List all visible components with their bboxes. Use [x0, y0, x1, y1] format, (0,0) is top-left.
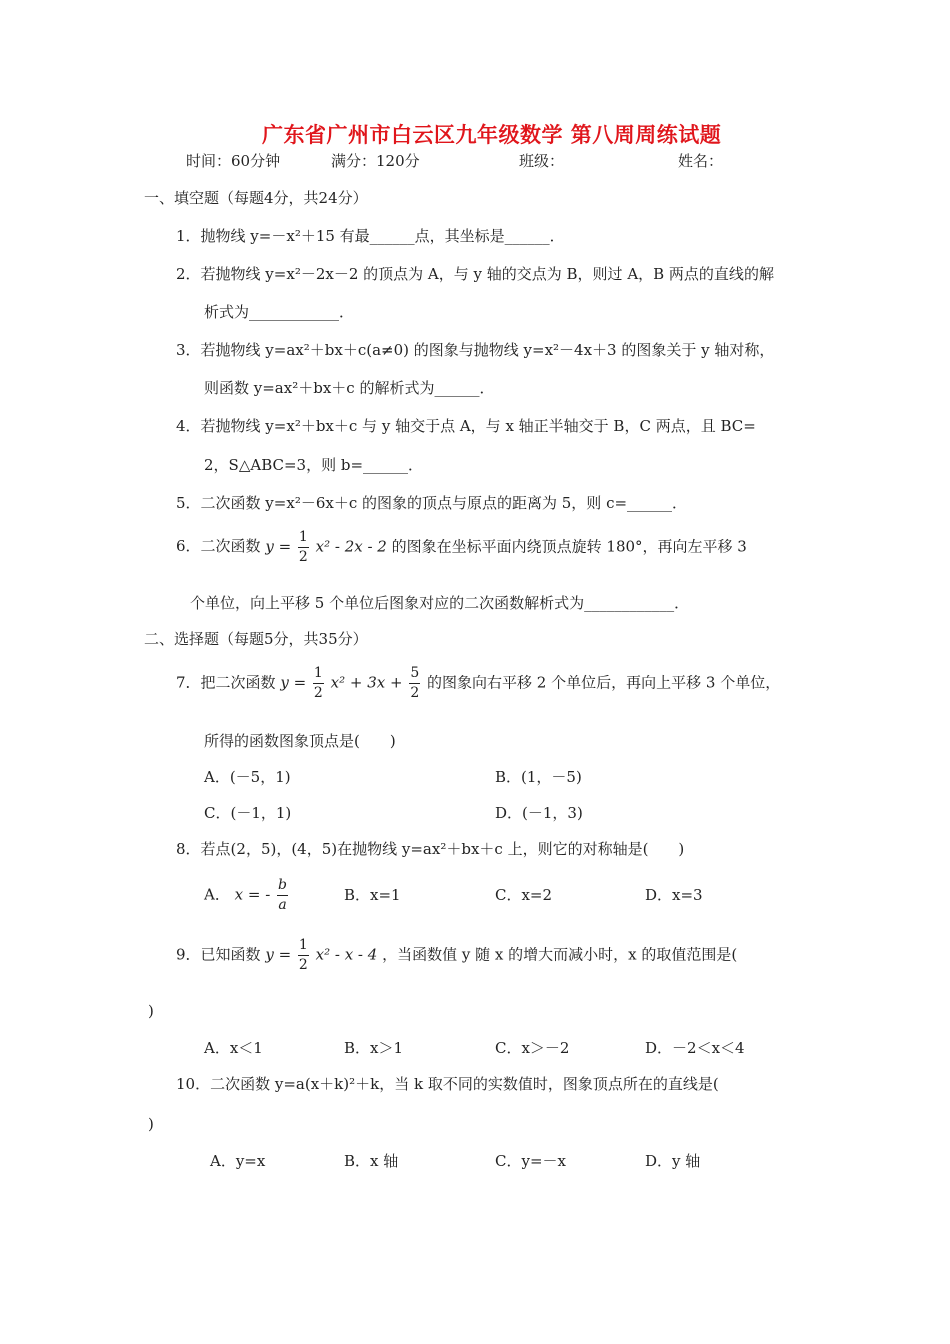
q9-option-c[interactable]: C．x＞－2	[495, 1039, 570, 1057]
question-4-line2: 2，S△ABC=3，则 b=______．	[204, 456, 424, 474]
q8-option-a-expr: x = -	[234, 885, 271, 904]
question-5: 5．二次函数 y=x²－6x＋c 的图象的顶点与原点的距离为 5，则 c=______．	[176, 494, 688, 512]
q9-y: y =	[265, 945, 292, 964]
q8-option-a[interactable]	[204, 878, 290, 912]
q9-frac-num: 1	[298, 938, 309, 956]
q8-option-b[interactable]: B．x=1	[344, 886, 401, 904]
question-9-close: )	[148, 1002, 154, 1020]
q7-suffix: 的图象向右平移 2 个单位后，再向上平移 3 个单位，	[427, 673, 781, 692]
q9-option-d[interactable]: D．－2＜x＜4	[645, 1039, 745, 1057]
q7-prefix: 7．把二次函数	[176, 673, 276, 692]
section2-heading: 二、选择题（每题5分，共35分）	[144, 630, 368, 648]
q6-expr: x² - 2x - 2	[315, 537, 387, 556]
question-10: 10．二次函数 y=a(x＋k)²＋k，当 k 取不同的实数值时，图象顶点所在的直线是(	[176, 1075, 719, 1093]
q7-mid: x² + 3x +	[330, 673, 403, 692]
question-6-line1	[176, 530, 747, 564]
q8-option-a-label: A．	[204, 885, 230, 904]
q9-option-a[interactable]: A．x＜1	[204, 1039, 263, 1057]
meta-class: 班级：	[519, 152, 565, 170]
q7-frac1-num: 1	[313, 666, 324, 684]
question-8: 8．若点(2，5)，(4，5)在抛物线 y=ax²＋bx＋c 上，则它的对称轴是( )	[176, 840, 685, 858]
question-9-line1	[176, 938, 737, 972]
q7-frac2-den: 2	[410, 684, 420, 701]
q9-prefix: 9．已知函数	[176, 945, 261, 964]
q7-frac1-den: 2	[313, 684, 323, 701]
question-1: 1．抛物线 y=－x²＋15 有最______点，其坐标是______．	[176, 227, 565, 245]
q10-option-d[interactable]: D．y 轴	[645, 1152, 701, 1170]
q10-option-a[interactable]: A．y=x	[210, 1152, 266, 1170]
q6-frac-den: 2	[298, 548, 308, 565]
q8-option-c[interactable]: C．x=2	[495, 886, 553, 904]
question-3-line2: 则函数 y=ax²＋bx＋c 的解析式为______．	[204, 379, 495, 397]
question-4-line1: 4．若抛物线 y=x²＋bx＋c 与 y 轴交于点 A，与 x 轴正半轴交于 B，C 两点，且 BC=	[176, 417, 756, 435]
section1-heading: 一、填空题（每题4分，共24分）	[144, 189, 368, 207]
q9-expr: x² - x - 4	[315, 945, 378, 964]
q9-frac-den: 2	[298, 956, 308, 973]
q6-fraction	[298, 530, 309, 564]
question-2-line1: 2．若抛物线 y=x²－2x－2 的顶点为 A，与 y 轴的交点为 B，则过 A，B 两点的直线的解	[176, 265, 774, 283]
q7-y: y =	[280, 673, 307, 692]
q7-option-d[interactable]: D．(－1，3)	[495, 804, 583, 822]
q7-fraction-1	[313, 666, 324, 700]
q8-frac-den: a	[278, 896, 287, 913]
q9-option-b[interactable]: B．x＞1	[344, 1039, 404, 1057]
q7-option-c[interactable]: C．(－1，1)	[204, 804, 292, 822]
q6-suffix: 的图象在坐标平面内绕顶点旋转 180°，再向左平移 3	[391, 537, 747, 556]
question-6-line2: 个单位，向上平移 5 个单位后图象对应的二次函数解析式为____________．	[190, 594, 690, 612]
q7-fraction-2	[409, 666, 420, 700]
q9-suffix: ，当函数值 y 随 x 的增大而减小时，x 的取值范围是(	[382, 945, 738, 964]
q8-option-a-fraction	[277, 878, 288, 912]
question-2-line2: 析式为____________．	[204, 303, 355, 321]
q6-frac-num: 1	[298, 530, 309, 548]
q8-frac-num: b	[277, 878, 288, 896]
q10-option-b[interactable]: B．x 轴	[344, 1152, 399, 1170]
q7-frac2-num: 5	[409, 666, 420, 684]
q10-option-c[interactable]: C．y=－x	[495, 1152, 566, 1170]
q7-option-a[interactable]: A．(－5，1)	[204, 768, 291, 786]
question-10-close: )	[148, 1115, 154, 1133]
q6-prefix: 6．二次函数	[176, 537, 261, 556]
meta-score: 满分：120分	[331, 152, 420, 170]
q7-option-b[interactable]: B．(1，－5)	[495, 768, 582, 786]
q9-fraction	[298, 938, 309, 972]
meta-time: 时间：60分钟	[186, 152, 281, 170]
meta-name: 姓名：	[678, 152, 724, 170]
question-7-line1	[176, 666, 780, 700]
page-title: 广东省广州市白云区九年级数学 第八周周练试题	[262, 122, 722, 147]
q8-option-d[interactable]: D．x=3	[645, 886, 703, 904]
q6-y: y =	[265, 537, 292, 556]
question-3-line1: 3．若抛物线 y=ax²＋bx＋c(a≠0) 的图象与抛物线 y=x²－4x＋3 的图象关于 y 轴对称，	[176, 341, 775, 359]
question-7-line2: 所得的函数图象顶点是( )	[204, 732, 396, 750]
